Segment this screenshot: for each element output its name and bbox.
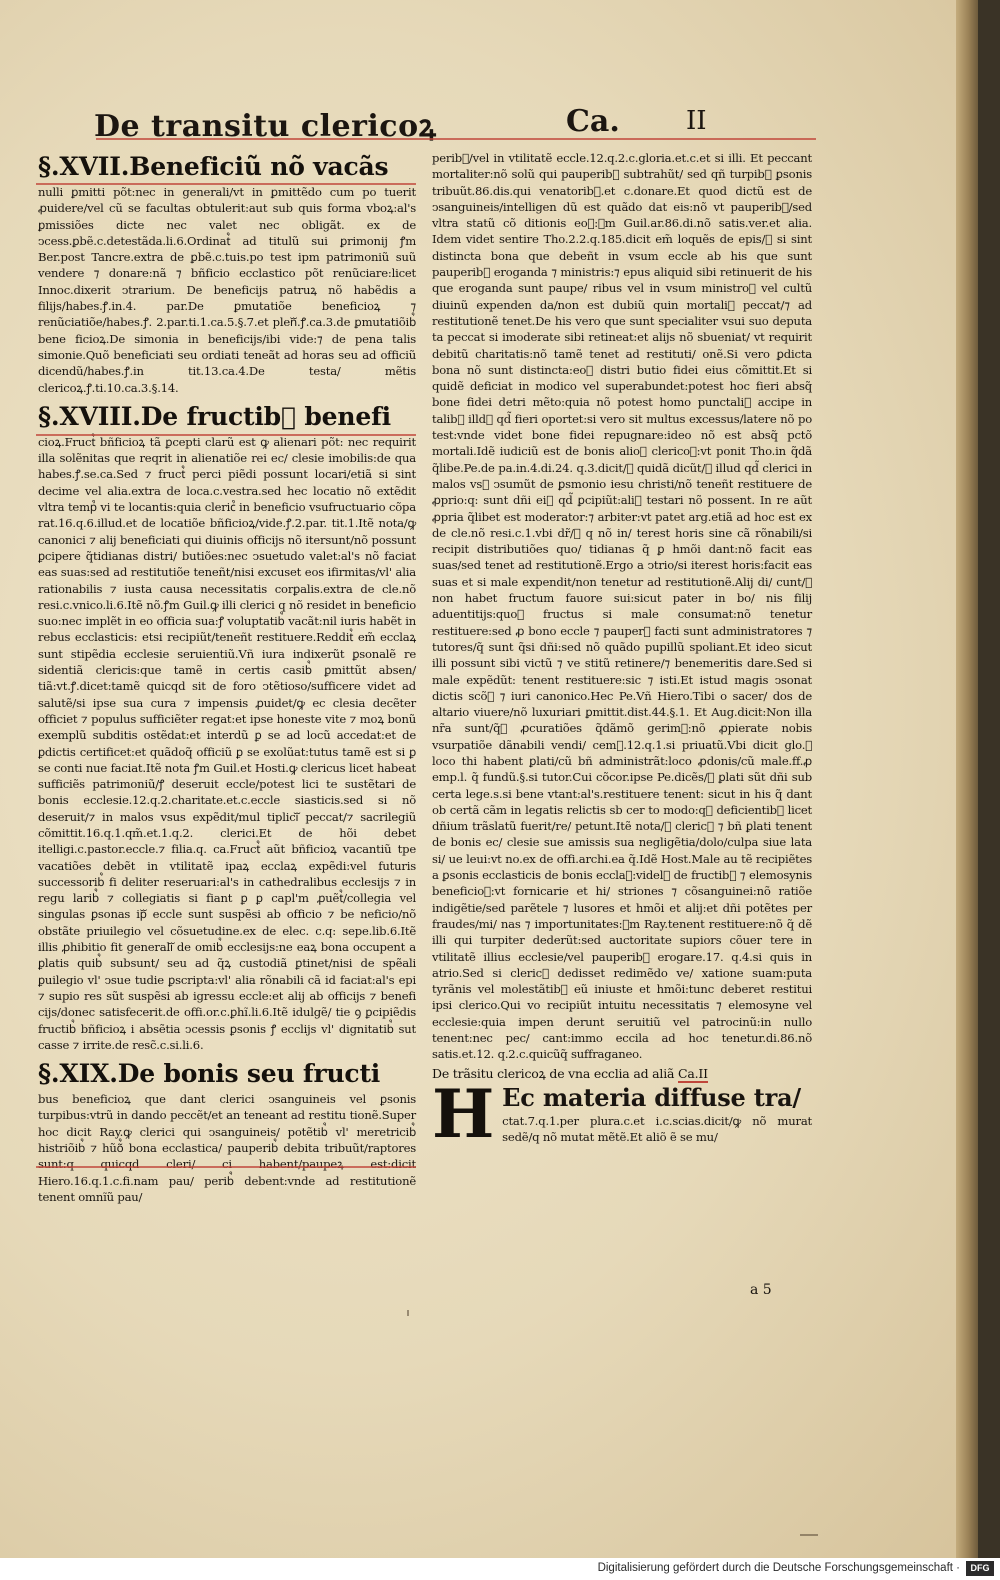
opening-paragraph: ctat.7.q.1.per plura.c.et i.c.scias.dicit/ꝙ nõ murat sedẽ/q nõ mutat mẽtẽ.Et aliõ ẽ se mu/: [502, 1113, 812, 1144]
running-title: De transitu clericoꝝ: [94, 109, 437, 144]
left-column: [38, 150, 416, 1205]
chapter-opening: [432, 1074, 812, 1153]
opening-line: Ec materia diffuse tra/: [502, 1082, 801, 1112]
section-heading-xix: §.XIX.De bonis seu fructi: [38, 1059, 381, 1089]
stain-mark: [800, 1534, 818, 1536]
chapter-subheading-cap: Ca.II: [678, 1065, 708, 1081]
chapter-subheading-text: De trãsitu clericoꝝ de vna ecclia ad aliã: [432, 1065, 675, 1081]
dfg-logo: DFG: [966, 1561, 994, 1576]
paragraph-xvii: nulli ꝑmitti põt:nec in generali/vt in ꝑmittẽdo cum po tuerit ꝓuidere/vel cũ se facultas obtulerit:aut sub quis forma vboꝝ:al's ꝑmissiões dicte nec valet nec obligãt. ex de ↄcess.ꝑbẽ.c.detestãda.li.6.Ordinat᷒ ad titulũ sui ꝑrimonij ꝭm Ber.post Tancre.extra de ꝑbẽ.c.tuis.po test ipm patrimoniũ suũ vendere ⁊ donare:nã ⁊ bñficio ecclastico põt renũciare:licet Innoc.dixerit ↄtrarium. De beneficijs patruꝝ nõ habẽdis a filijs/habes.ꝭ.in.4. par.De ꝑmutatiõe beneficioꝝ ⁊ renũciatiõe/habes.ꝭ. 2.par.ti.1.ca.5.§.7.et plenᷓ.ꝭ.ca.3.de ꝑmutatiõib᷒ bene ficioꝝ.De simonia in beneficijs/ibi vide:⁊ de pena talis simonie.Quõ beneficiati seu ordiati teneãt ad horas seu ad officiũ dicendũ/habes.ꝭ.in tit.13.ca.4.De testa/ mẽtis clericoꝝ.ꝭ.ti.10.ca.3.§.14.: [38, 185, 416, 395]
signature-mark: a 5: [750, 1282, 772, 1298]
chapter-number: II: [686, 106, 707, 136]
digitization-footer: [0, 1558, 1000, 1580]
stain-mark: [407, 1310, 409, 1316]
initial-letter: H: [432, 1074, 495, 1153]
section-heading-xviii: §.XVIII.De fructib᷒ benefi: [38, 401, 391, 431]
rubric-line-xvii: [36, 183, 416, 185]
paragraph-right-main: perib᷒/vel in vtilitatẽ eccle.12.q.2.c.gloria.et.c.et si illi. Et peccant mortaliter:nõ solũ qui pauperib᷒ subtrahũt/ sed qñ turpib᷒ ꝑsonis tribuũt.86.dis.qui venatorib᷒.et c.donare.Et quod dictũ est de ↄsanguineis/intelligen dũ est quãdo dat eis:nõ vt pauperib᷒/sed vltra statũ cõ ditionis eoꝝ:ꝭm Guil.ar.86.di.nõ satis.ver.et alia. Idem videt sentire Tho.2.2.q.185.dicit em̃ loquẽs de epis/ꝙ si sint distincta bona que debeñt in vsum eccle ab his que sunt pauperib᷒ eroganda ⁊ ministris:⁊ epus aliquid sibi retinuerit de his que eroganda sunt paupe/ ribus vel in vsum ministroꝝ vel cultũ diuinũ expenden da/non est dubiũ quin mortaliᷓ peccat/⁊ ad restitutionẽ tenet.De his vero que sunt specialiter vsui suo deputa ta peccat si imoderate sibi retineat:et alijs nõ sbueniat/ vt requirit debitũ charitatis:nõ tamẽ tenet ad restituti/ onẽ.Si vero ꝑdicta bona nõ sunt distincta:eoꝝ distri butio fidei eius cõmittit.Et si quidẽ deficiat in modico vel superabundet:potest hoc fieri absq̃ bone fidei detri mẽto:quia nõ potest homo punctaliᷓ accipe in talib᷒ illd᷒ qd̃ fieri oportet:si vero sit multus excessus/latere nõ po test:vnde videt bone fidei repugnare:ideo nõ est absq̃ pctõ mortali.Idẽ iudiciũ est de bonis alioꝝ clericoꝝ:vt ponit Tho.in q̃dã q̃libe.Pe.de pa.in.4.di.24. q.3.dicit/ꝙ quidã dicũt/ꝙ illud qd̃ clerici in malos vs᷒ ↄsumũt de ꝑsmonio iesu christi/nõ teneñt restituere de ꝓprio:q: sunt dñi ei᷒ qd̃ ꝑcipiũt:aliᷓ testari nõ possent. In re aũt ꝓpria q̃libet est moderator:⁊ arbiter:vt patet arg.etiã ad hoc est ex de cle.nõ resi.c.1.vbi dr̃/ꝙ q nõ in/ terest horis sine cã rõnabili/si recipit distributiões quo/ tidianas q̃ ꝑ hmõi dant:nõ facit eas suas/sed tenet ad restitutionẽ.Ergo a ↄtrio/si iterest horis:facit eas suas et si male expendit/non tenetur ad restitutionẽ.Alij di/ cunt/ꝙ non habet fructum fauore sui:sicut pater in bo/ nis filij aduentitijs:quoꝝ fructus si male consumat:nõ tenetur restituere:sed ꝓ bono eccle ⁊ pauperꝝ facti sunt administratores ⁊ tutores/q̃ sunt q̃si dñi:sed nõ quãdo pupillũ spoliant.Et ideo sicut illi possunt sibi victũ ⁊ ve stitũ retinere/⁊ benemeritis dare.Sed si male expẽdũt: tenent restituere:sic ⁊ isti.Et istud magis ↄsonat dictis scõꝝ ⁊ iuri canonico.Hec Pe.Vñ Hiero.Tibi o sacer/ dos de altario viuere/nõ luxuriari ꝑmittit.dist.44.§.1. Et Aug.dicit:Non illa nr̃a sunt/q̃ꝝ ꝓcuratiões q̃dãmõ gerim᷒:nõ ꝓpierate nobis vsurpatiõe dãnabili vendi/ cem᷒.12.q.1.si priuatũ.Vbi dicit glo.ꝙ loco thi habent ꝑlati/cũ bñ administrãt:loco ꝓdonis/cũ male.ff.ꝓ emp.l. q̃ fundũ.§.si tutor.Cui cõcor.ipse Pe.dicẽs/ꝙ ꝑlati sũt dñi sub certa lege.s.si bene vtant:al's.restituere tenent: sicut in his q̃ dant ob certã cãm in legatis relictis sb cer to modo:q᷒ deficientib᷒ licet dñium trãslatũ fuerit/re/ petunt.Itẽ nota/ꝙ cleric᷒ ⁊ bñ ꝑlati tenent de bonis ec/ clesie sue amissis sua negligẽtia/dolo/culpa siue lata si/ ue leui:vt no.ex de offi.archi.ea q̃.Idẽ Host.Male au tẽ recipiẽtes a ꝑsonis ecclasticis de bonis ecclaꝝ:videlꝫ de fructib᷒ ⁊ elemosynis beneficioꝝ:vt fornicarie et hi/ striones ⁊ cõsanguinei:nõ ratiõe indigẽtie/sed parẽtele ⁊ lusores et hmõi et alij:et dñi potẽtes per fraudes/mi/ nas ⁊ importunitates:ꝭm Ray.tenent restituere:nõ q̃ dẽ illi qui turpiter dederũt:sed auctoritate supiors cõuer tere in vtilitatẽ illius ecclesie/vel pauperib᷒ erogare.17. q.4.si quis in atrio.Sed si cleric᷒ dedisset redimẽdo ve/ xatione suam:puta tyrãnis vel molestãtib᷒ eũ iniuste et hmõi:tunc deberet restitui ipsi clerico.Qui vo recipiũt intuitu necessitatis ⁊ elemosyne vel ecclesie:quia impen derunt seruitiũ vel patrocinũ:in nullo tenent:nec pec/ cant:immo eccila ad hoc tenetur.di.86.nõ satis.et.12. q.2.c.quicũq̃ suffraganeo.: [432, 151, 812, 1062]
funding-notice: Digitalisierung gefördert durch die Deutsche Forschungsgemeinschaft ·: [597, 1562, 960, 1574]
section-heading-xvii: §.XVII.Beneficiũ nõ vacãs: [38, 152, 389, 181]
rubric-line-xix: [36, 1166, 416, 1168]
paragraph-xix: bus beneficioꝝ que dant clerici ↄsanguineis vel ꝑsonis turpibus:vtrũ in dando peccẽt/et an teneant ad restitu tionẽ.Super hoc dicit Ray.ꝙ clerici qui ↄsanguineis/ potẽtib᷒ vl' meretricib᷒ histriõib᷒ ⁊ hũõ᷒ bona ecclastica/ pauperib᷒ debita tribuũt/raptores sunt:q quicqd cleri/ ci habent/paupeꝝ est:dicit Hiero.16.q.1.c.fi.nam pau/ perib᷒ debent:vnde ad restitutionẽ tenent omnĩũ pau/: [38, 1092, 416, 1204]
paragraph-xviii: cioꝝ.Fruct᷒ bñficioꝝ tã ꝑcepti clarũ est ꝙ alienari põt: nec requirit illa solẽnitas que reqrit in alienatiõe rei ec/ clesie imobilis:de qua habes.ꝭ.se.ca.Sed ⁊ fruct᷒ perci piẽdi possunt locari/etiã si sint decime vel alia.extra de loca.c.vestra.sed hec locatio nõ extẽdit vltra temp᷒ vi te locantis:quia cleric᷒ in beneficio vsufructuario cõpa rat.16.q.6.illud.et de locatiõe bñficioꝝ/vide.ꝭ.2.par. tit.1.Itẽ nota/ꝙ canonici ⁊ alij beneficiati qui diuinis officijs nõ itersunt/nõ possunt ꝑcipere q̃tidianas distri/ butiões:nec ↄsuetudo valet:al's nõ faciat eas suas:sed ad restitutiõe teneñt/nisi excuset eos ifirmitas/vl' alia rationabilis ⁊ iusta causa necessitatis corꝑalis.extra de cle.nõ resi.c.vnico.li.6.Itẽ nõ.ꝭm Guil.ꝙ illi clerici q nõ residet in beneficio suo:nec implẽt in eo officia sua:ꝭ voluptatib᷒ vacãt:nil iuris habẽt in rebus ecclasticis: etsi recipiũt/teneñt restituere.Reddit᷒ em̃ ecclaꝝ sunt stipẽdia ecclesie seruientiũ.Vñ iura indixerũt ꝑsonalẽ re sidentiã clericis:que tamẽ in certis casib᷒ ꝑmittũt absen/ tiã:vt.ꝭ.dicet:tamẽ quicqd sit de foro ↄtẽtioso/sufficere videt ad salutẽ/si ipse sua cura ⁊ impensis ꝓuidet/ꝙ ec clesia decẽter officiet ⁊ populus sufficiẽter regat:et ipse honeste vite ⁊ moꝝ bonũ exemplũ subditis ostẽdat:et interdũ ꝑ se ad locũ accedat:et de ꝑdictis certificet:et quãdoq̃ officiũ ꝑ se exolũat:tutus tamẽ est si ꝑ se conti nue faciat.Itẽ nota ꝭm Guil.et Hosti.ꝙ clericus licet habeat sufficiẽs patrimoniũ/ꝭ deseruit eccle/potest lici te sustẽtari de bonis ecclesie.12.q.2.charitate.et.c.eccle siasticis.sed si nõ deseruit/⁊ in malos vsus expẽdit/mul tipliciᷓ peccat/⁊ sacrilegiũ cõmittit.16.q.1.qm̃.et.1.q.2. clerici.Et de hõi debet itelligi.c.pastor.eccle.⁊ filia.q. ca.Fruct᷒ aũt bñficioꝝ vacantiũ tpe vacatiões debẽt in vtilitatẽ ipaꝝ ecclaꝝ expẽdi:vel futuris successorib᷒ fi deliter reseruari:al's in cathedralibus ecclesijs ⁊ in regu larib᷒ ⁊ collegiatis si fiant ꝑ ꝑ capl'm ꝓuẽt᷒/collegia vel singulas ꝑsonas ipᷓ eccle sunt suspẽsi ab officio ⁊ be neficio/nõ obstãte priuilegio vel cõsuetudine.ex de elec. c.q: sepe.lib.6.Itẽ illis ꝓhibitio fit generaliᷓ de omib᷒ ecclesijs:ne eaꝝ bona occupent a ꝑlatis quib᷒ subsunt/ seu ad q̃ꝝ custodiã ꝑtinet/nisi de spẽali ꝑuilegio vl' ↄsue tudie ꝑscripta:vl' alia rõnabili cã id faciat:al's epi ⁊ supio res sũt suspẽsi ab igressu eccle:et alij ab officijs ⁊ benefi cijs/donec satisfecerit.de offi.or.c.ꝑhĩ.li.6.Itẽ idulgẽ/ tie ꝯ ꝑcipiẽdis fructib᷒ bñficioꝝ i absẽtia ↄcessis ꝑsonis ꝭ ecclijs vl' dignitatib᷒ sut casse ⁊ irrite.de resc̃.c.si.li.6.: [38, 434, 416, 1052]
rubric-line-xviii: [36, 434, 416, 436]
rubric-line-header: [96, 138, 816, 140]
chapter-label: Ca.: [566, 104, 620, 139]
right-column: [432, 150, 812, 1153]
page-edge: [956, 0, 978, 1558]
